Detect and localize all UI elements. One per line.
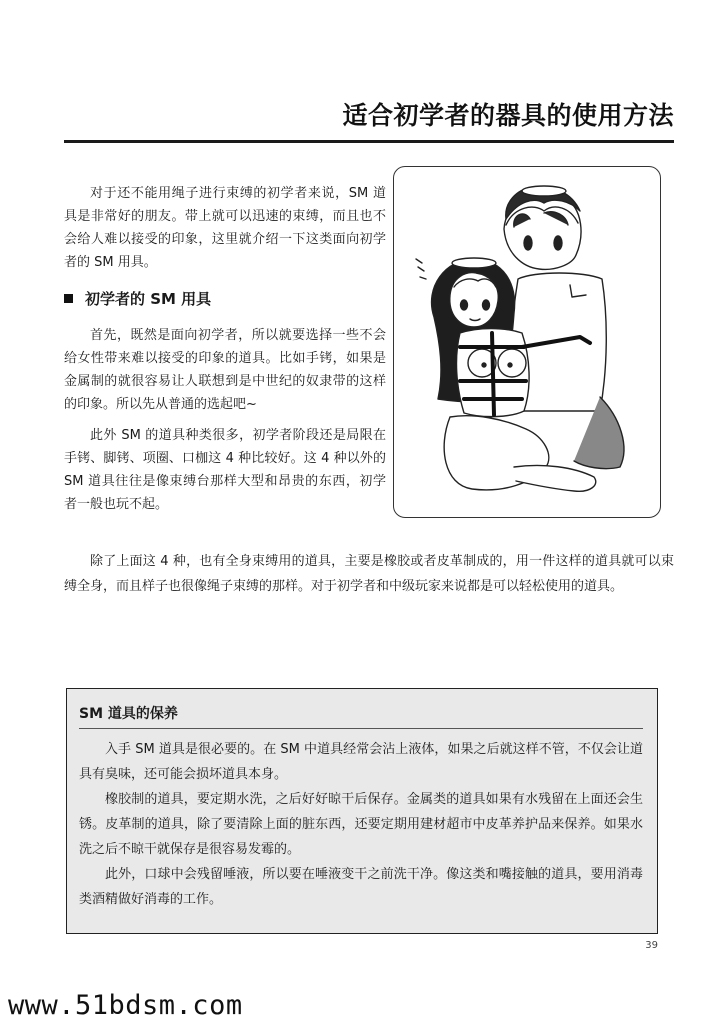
care-box-title: SM 道具的保养 bbox=[79, 706, 178, 722]
page-number: 39 bbox=[645, 940, 658, 951]
title-rule bbox=[64, 140, 674, 143]
illustration-image bbox=[394, 167, 660, 517]
section-heading-text: 初学者的 SM 用具 bbox=[85, 290, 212, 308]
body-column bbox=[64, 324, 386, 516]
illustration-frame bbox=[393, 166, 661, 518]
care-box-rule bbox=[79, 728, 643, 729]
care-paragraph-3: 此外，口球中会残留唾液，所以要在唾液变干之前洗干净。像这类和嘴接触的道具，要用消毒类酒精做好消毒的工作。 bbox=[79, 867, 643, 907]
body-paragraph-3-wrap bbox=[64, 549, 674, 599]
body-paragraph-3: 除了上面这 4 种，也有全身束缚用的道具，主要是橡胶或者皮革制成的，用一件这样的道具就可以束缚全身，而且样子也很像绳子束缚的那样。对于初学者和中级玩家来说都是可以轻松使用的道具。 bbox=[64, 554, 674, 594]
care-paragraph-2: 橡胶制的道具，要定期水洗，之后好好晾干后保存。金属类的道具如果有水残留在上面还会生锈。皮革制的道具，除了要清除上面的脏东西，还要定期用建材超市中皮革养护品来保养。如果水洗之后不晾干就保存是很容易发霉的。 bbox=[79, 792, 643, 857]
intro-paragraph bbox=[64, 182, 386, 274]
body-paragraph-1: 首先，既然是面向初学者，所以就要选择一些不会给女性带来难以接受的印象的道具。比如手铐，如果是金属制的就很容易让人联想到是中世纪的奴隶带的这样的印象。所以先从普通的选起吧~ bbox=[64, 328, 386, 412]
page-title: 适合初学者的器具的使用方法 bbox=[342, 101, 674, 130]
section-heading bbox=[64, 288, 211, 309]
care-paragraph-1: 入手 SM 道具是很必要的。在 SM 中道具经常会沾上液体，如果之后就这样不管，不仅会让道具有臭味，还可能会损坏道具本身。 bbox=[79, 742, 643, 782]
watermark-url: www.51bdsm.com bbox=[8, 990, 243, 1021]
body-paragraph-2: 此外 SM 的道具种类很多，初学者阶段还是局限在手铐、脚铐、项圈、口枷这 4 种比较好。这 4 种以外的 SM 道具往往是像束缚台那样大型和昂贵的东西，初学者一般也玩不起。 bbox=[64, 428, 386, 512]
intro-text: 对于还不能用绳子进行束缚的初学者来说，SM 道具是非常好的朋友。带上就可以迅速的束缚，而且也不会给人难以接受的印象，这里就介绍一下这类面向初学者的 SM 用具。 bbox=[64, 186, 386, 270]
care-sidebar-box bbox=[66, 688, 658, 934]
square-bullet-icon bbox=[64, 294, 73, 303]
